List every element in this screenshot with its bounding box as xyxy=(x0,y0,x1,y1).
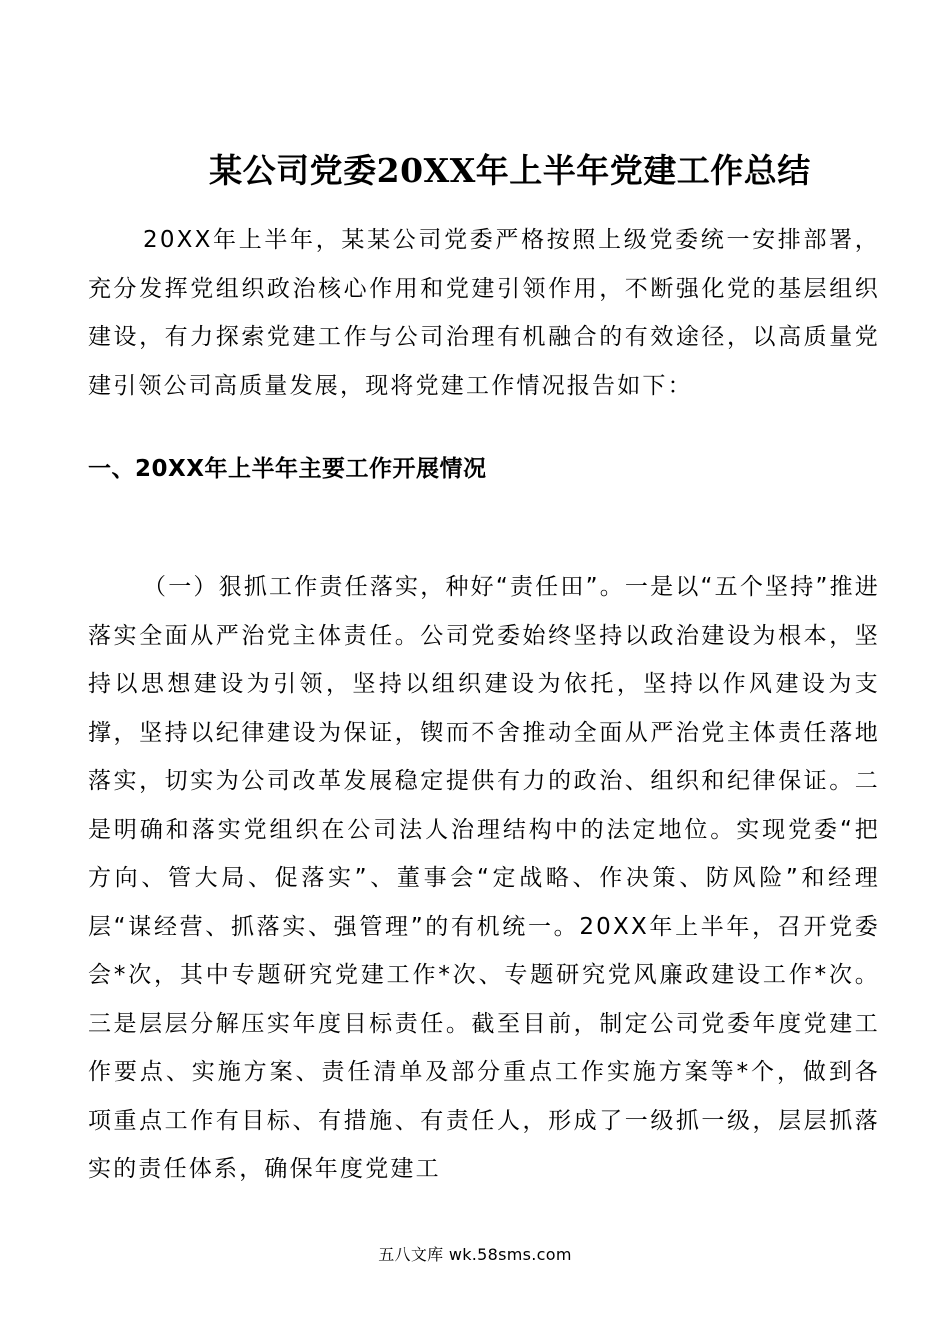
section-heading: 一、20XX年上半年主要工作开展情况 xyxy=(88,456,487,482)
intro-paragraph: 20XX年上半年，某某公司党委严格按照上级党委统一安排部署，充分发挥党组织政治核心作用和党建引领作用，不断强化党的基层组织建设，有力探索党建工作与公司治理有机融合的有效途径，以高质量党建引领公司高质量发展，现将党建工作情况报告如下： xyxy=(88,227,880,399)
document-title: 某公司党委20XX年上半年党建工作总结 xyxy=(209,151,811,190)
footer-watermark: 五八文库 wk.58sms.com xyxy=(378,1245,572,1264)
section-paragraph: （一）狠抓工作责任落实，种好“责任田”。一是以“五个坚持”推进落实全面从严治党主体责任。公司党委始终坚持以政治建设为根本，坚持以思想建设为引领，坚持以组织建设为依托，坚持以作风建设为支撑，坚持以纪律建设为保证，锲而不舍推动全面从严治党主体责任落地落实，切实为公司改革发展稳定提供有力的政治、组织和纪律保证。二是明确和落实党组织在公司法人治理结构中的法定地位。实现党委“把方向、管大局、促落实”、董事会“定战略、作决策、防风险”和经理层“谋经营、抓落实、强管理”的有机统一。20XX年上半年，召开党委会*次，其中专题研究党建工作*次、专题研究党风廉政建设工作*次。三是层层分解压实年度目标责任。截至目前，制定公司党委年度党建工作要点、实施方案、责任清单及部分重点工作实施方案等*个，做到各项重点工作有目标、有措施、有责任人，形成了一级抓一级，层层抓落实的责任体系，确保年度党建工 xyxy=(88,574,880,1182)
